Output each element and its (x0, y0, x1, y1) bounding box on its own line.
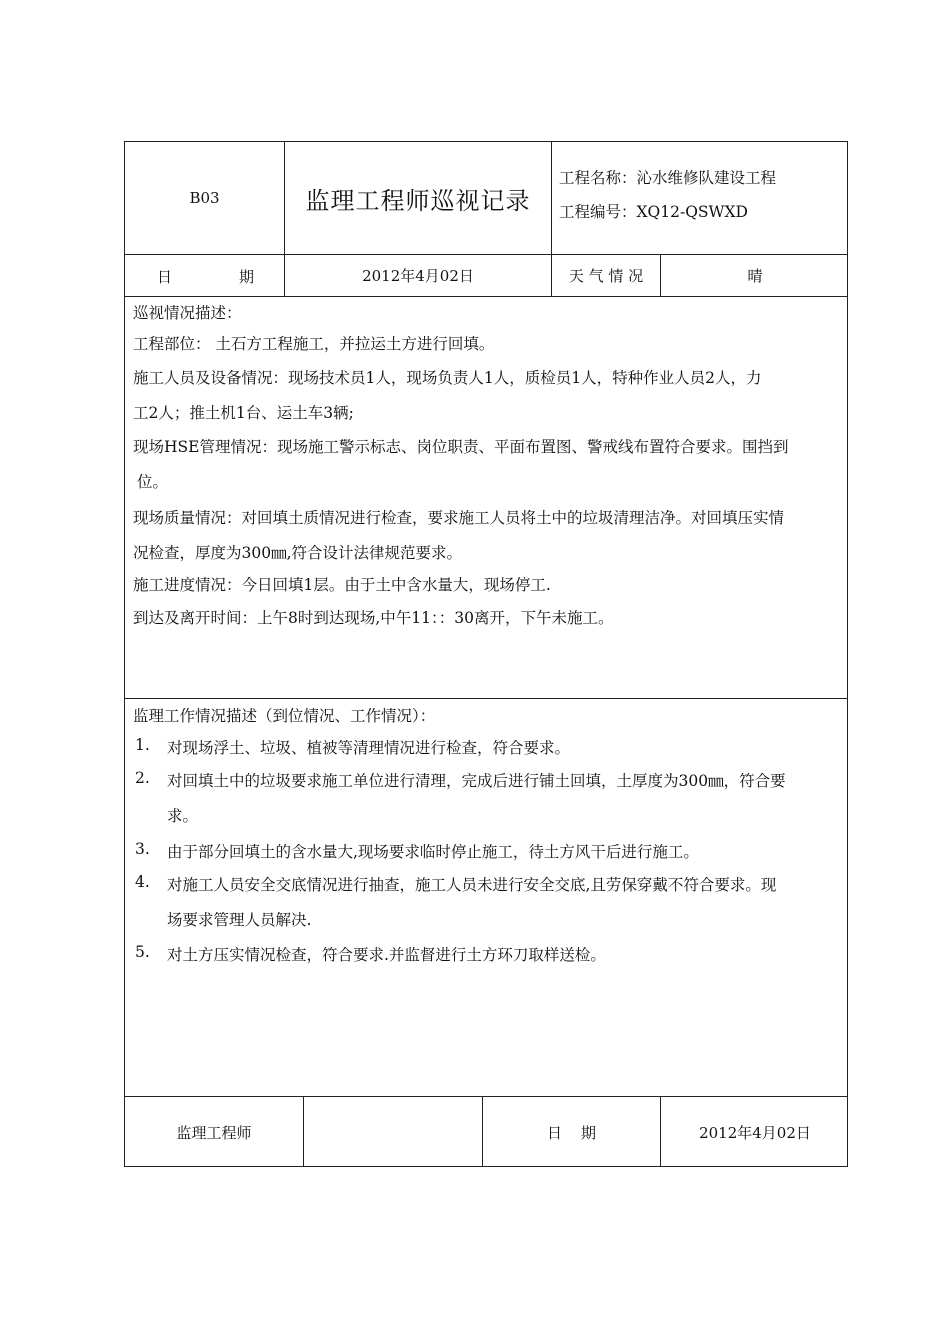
engineer-signature-field[interactable] (304, 1097, 482, 1167)
weather-label: 天 气 情 况 (568, 267, 644, 285)
date-label (125, 255, 284, 296)
inspection-line: 到达及离开时间：上午8时到达现场,中午11：：30离开，下午未施工。 (133, 609, 614, 627)
supervision-item: 对回填土中的垃圾要求施工单位进行清理，完成后进行铺土回填，土厚度为300㎜，符合要 (167, 772, 786, 790)
inspection-record-form (124, 141, 848, 1167)
date-label-part: 日 (157, 268, 173, 286)
item-number: 1. (135, 736, 150, 754)
supervision-item: 由于部分回填土的含水量大,现场要求临时停止施工，待土方风干后进行施工。 (167, 843, 699, 861)
engineer-label: 监理工程师 (176, 1123, 252, 1142)
form-title: 监理工程师巡视记录 (305, 186, 531, 215)
inspection-section (125, 297, 849, 698)
date-label-part: 期 (239, 268, 255, 286)
project-name: 工程名称：沁水维修队建设工程 (559, 169, 777, 187)
item-number: 5. (135, 943, 150, 961)
divider (551, 142, 552, 254)
item-number: 4. (135, 873, 150, 891)
supervision-item: 对现场浮土、垃圾、植被等清理情况进行检查，符合要求。 (167, 739, 571, 757)
inspection-line: 施工进度情况：今日回填1层。由于土中含水量大，现场停工. (133, 576, 551, 594)
supervision-section (125, 699, 849, 1096)
item-number: 2. (135, 769, 150, 787)
supervision-item: 对施工人员安全交底情况进行抽查，施工人员未进行安全交底,且劳保穿戴不符合要求。现 (167, 876, 777, 894)
weather-value: 晴 (747, 267, 763, 285)
inspection-line: 况检查，厚度为300㎜,符合设计法律规范要求。 (133, 544, 463, 562)
supervision-item: 对土方压实情况检查，符合要求.并监督进行土方环刀取样送检。 (167, 946, 606, 964)
inspection-line: 工2人；推土机1台、运土车3辆; (133, 404, 354, 422)
inspection-line: 现场质量情况：对回填土质情况进行检查，要求施工人员将土中的垃圾清理洁净。对回填压实情 (133, 509, 785, 527)
item-number: 3. (135, 840, 150, 858)
supervision-heading: 监理工作情况描述（到位情况、工作情况）： (133, 707, 436, 725)
supervision-item-cont: 求。 (167, 807, 199, 825)
inspection-heading: 巡视情况描述： (133, 304, 242, 322)
inspection-line: 位。 (137, 473, 169, 491)
footer-date-value: 2012年4月02日 (699, 1123, 811, 1142)
date-value: 2012年4月02日 (362, 267, 474, 285)
inspection-line: 现场HSE管理情况：现场施工警示标志、岗位职责、平面布置图、警戒线布置符合要求。围挡到 (133, 438, 789, 456)
form-code: B03 (189, 189, 220, 207)
inspection-line: 施工人员及设备情况：现场技术员1人，现场负责人1人，质检员1人，特种作业人员2人，力 (133, 369, 762, 387)
inspection-line: 工程部位： 土石方工程施工，并拉运土方进行回填。 (133, 335, 495, 353)
footer-date-label (483, 1097, 660, 1167)
project-number-label: 工程编号： (559, 203, 637, 221)
project-number (559, 200, 849, 224)
project-number-value: XQ12-QSWXD (636, 203, 748, 221)
supervision-item-cont: 场要求管理人员解决. (167, 911, 312, 929)
footer-date-label-text: 日 期 (546, 1123, 597, 1142)
